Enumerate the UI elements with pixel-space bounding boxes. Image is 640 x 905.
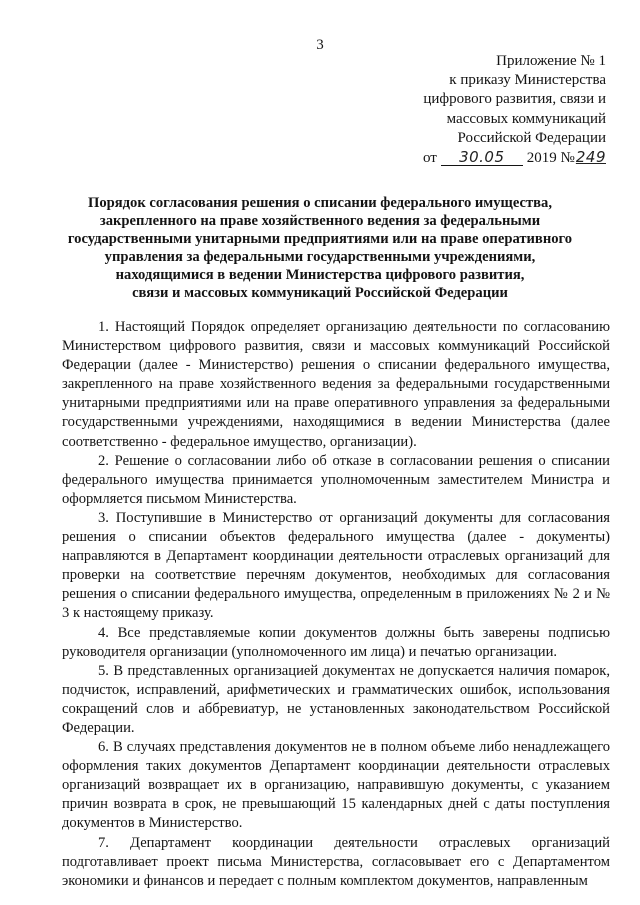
title-line: находящимися в ведении Министерства цифрового развития,	[115, 267, 525, 283]
appendix-line: массовых коммуникаций	[446, 110, 606, 127]
paragraph-7: 7. Департамент координации деятельности отраслевых организаций подготавливает проект письма Министерства, согласовывает его с Департаментом экономики и финансов и передает с полным комплектом документов, направленным	[62, 834, 610, 889]
paragraph-2: 2. Решение о согласовании либо об отказе в согласовании решения о списании федерального имущества принимается уполномоченным заместителем Министра и оформляется письмом Министерства.	[62, 452, 610, 507]
document-body	[62, 318, 610, 891]
appendix-line: цифрового развития, связи и	[423, 91, 606, 108]
paragraph-3: 3. Поступившие в Министерство от организаций документы для согласования решения о списании объектов федерального имущества (далее - документы) направляются в Департамент координации деятельности отраслевых организаций для проверки на соответствие перечням документов, необходимых для согласования решения о списании федерального имущества, определенным в приложениях № 2 и № 3 к настоящему приказу.	[62, 509, 610, 622]
paragraph-5: 5. В представленных организацией документах не допускается наличия помарок, подчисток, исправлений, арифметических и грамматических ошибок, использования сокращений слов и аббревиатур, не установленных законодательством Российской Федерации.	[62, 662, 610, 736]
title-line: государственными унитарными предприятиями или на праве оперативного	[67, 231, 573, 247]
handwritten-date: 30.05	[441, 150, 523, 166]
appendix-line: Российской Федерации	[457, 129, 606, 146]
handwritten-order-number: 249	[575, 148, 606, 167]
appendix-line: Приложение № 1	[496, 53, 606, 69]
paragraph-4: 4. Все представляемые копии документов должны быть заверены подписью руководителя организации (уполномоченного им лица) и печатью организации.	[62, 624, 610, 660]
date-prefix: от	[422, 150, 437, 167]
title-line: управления за федеральными государственными учреждениями,	[104, 249, 536, 265]
appendix-line: к приказу Министерства	[449, 72, 606, 89]
document-title	[50, 194, 590, 302]
date-year: 2019 №	[526, 150, 575, 167]
title-line: закрепленного на праве хозяйственного ведения за федеральными	[99, 213, 541, 229]
paragraph-1: 1. Настоящий Порядок определяет организацию деятельности по согласованию Министерством цифрового развития, связи и массовых коммуникаций Российской Федерации (далее - Министерство) решения о списании федерального имущества, закрепленного на праве хозяйственного ведения за федеральными государственными унитарными предприятиями или на праве оперативного управления за федеральными государственными учреждениями, находящимися в ведении Министерства (далее соответственно - федеральное имущество, организации).	[62, 319, 610, 450]
title-line: Порядок согласования решения о списании федерального имущества,	[87, 195, 552, 211]
paragraph-6: 6. В случаях представления документов не в полном объеме либо ненадлежащего оформления таких документов Департамент координации деятельности отраслевых организаций возвращает их в организацию, направившую документы, с указанием причин возврата в срок, не превышающий 15 календарных дней с даты поступления документов в Министерство.	[62, 739, 610, 832]
page-number: 3	[316, 37, 324, 53]
title-line: связи и массовых коммуникаций Российской Федерации	[132, 285, 508, 301]
appendix-header	[366, 52, 606, 168]
order-date-line	[366, 148, 606, 168]
